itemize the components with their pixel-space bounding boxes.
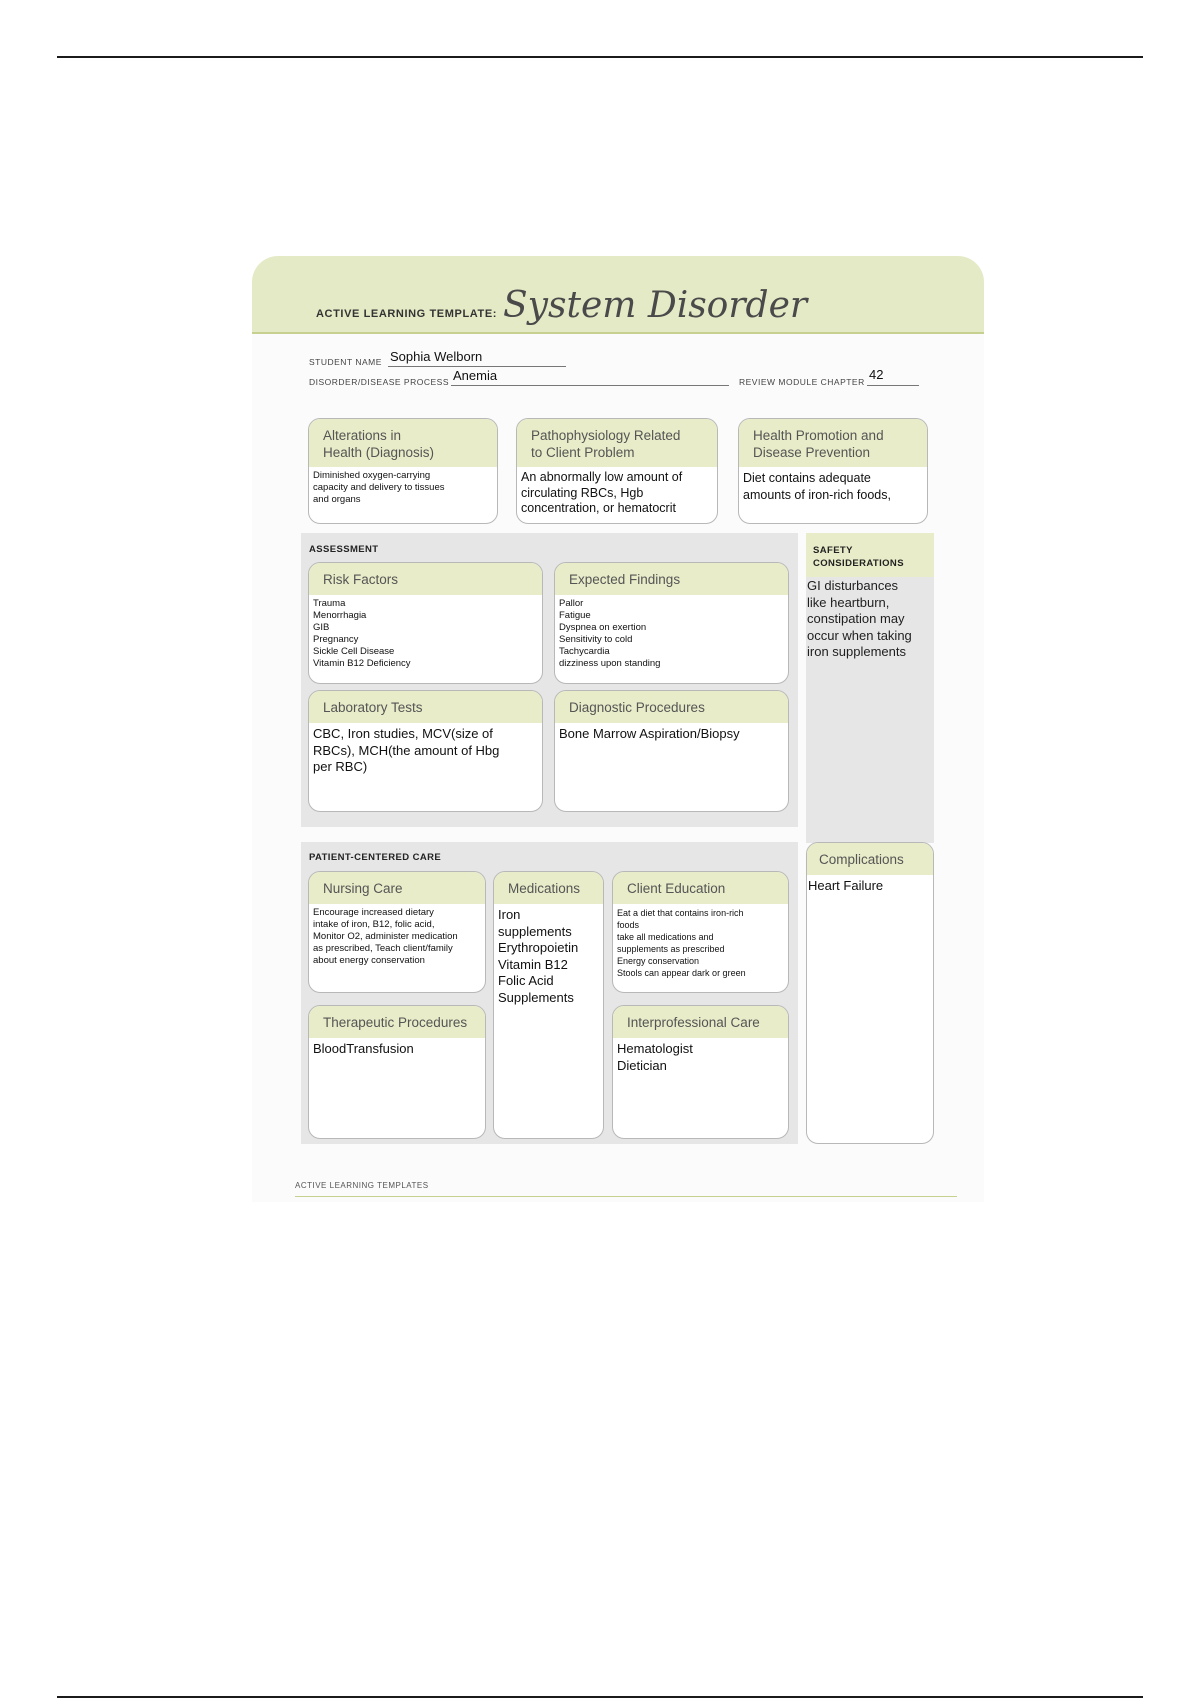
top-rule (57, 56, 1143, 58)
diagnostic-procedures-card (554, 690, 789, 812)
pathophysiology-title: Pathophysiology Related to Client Problem (517, 419, 717, 467)
expected-findings-text: Pallor Fatigue Dyspnea on exertion Sensitivity to cold Tachycardia dizziness upon standing (559, 598, 661, 669)
diagnostic-procedures-title: Diagnostic Procedures (555, 691, 788, 723)
lab-tests-title: Laboratory Tests (309, 691, 542, 723)
client-education-card (612, 871, 789, 993)
chapter-line (867, 385, 919, 386)
disorder-line (451, 385, 729, 386)
safety-text: GI disturbances like heartburn, constipation may occur when taking iron supplements (807, 578, 912, 659)
therapeutic-procedures-card (308, 1005, 486, 1139)
health-promotion-title: Health Promotion and Disease Prevention (739, 419, 927, 467)
expected-findings-title: Expected Findings (555, 563, 788, 595)
pathophysiology-text: An abnormally low amount of circulating RBCs, Hgb concentration, or hematocrit (521, 470, 683, 515)
therapeutic-procedures-title: Therapeutic Procedures (309, 1006, 485, 1038)
medications-text: Iron supplements Erythropoietin Vitamin B12 Folic Acid Supplements (498, 907, 579, 1005)
template-title: System Disorder (503, 285, 808, 326)
chapter-label: REVIEW MODULE CHAPTER (739, 377, 865, 387)
medications-title: Medications (494, 872, 603, 904)
pathophysiology-card (516, 418, 718, 524)
alterations-card (308, 418, 498, 524)
alterations-title: Alterations in Health (Diagnosis) (309, 419, 497, 467)
disorder-label: DISORDER/DISEASE PROCESS (309, 377, 450, 387)
student-name-value: Sophia Welborn (390, 349, 483, 364)
assessment-title: ASSESSMENT (309, 544, 379, 555)
lab-tests-card (308, 690, 543, 812)
health-promotion-card (738, 418, 928, 524)
client-education-title: Client Education (613, 872, 788, 904)
complications-card (806, 842, 934, 1144)
client-education-text: Eat a diet that contains iron-rich foods take all medications and supplements as prescribed Energy conservation Stools can appear dark or green (617, 908, 746, 978)
lab-tests-text: CBC, Iron studies, MCV(size of RBCs), MCH(the amount of Hbg per RBC) (313, 726, 500, 774)
template-label: ACTIVE LEARNING TEMPLATE: (316, 308, 498, 320)
nursing-care-card (308, 871, 486, 993)
diagnostic-procedures-text: Bone Marrow Aspiration/Biopsy (559, 726, 740, 741)
interprofessional-care-text: Hematologist Dietician (617, 1041, 693, 1073)
expected-findings-card (554, 562, 789, 684)
medications-card (493, 871, 604, 1139)
safety-title: SAFETY CONSIDERATIONS (813, 545, 904, 569)
footer-label: ACTIVE LEARNING TEMPLATES (295, 1181, 429, 1190)
nursing-care-text: Encourage increased dietary intake of iron, B12, folic acid, Monitor O2, administer medication as prescribed, Teach client/family about energy conservation (313, 907, 458, 966)
complications-text: Heart Failure (808, 878, 884, 893)
risk-factors-card (308, 562, 543, 684)
therapeutic-procedures-text: BloodTransfusion (313, 1041, 414, 1056)
patient-care-title: PATIENT-CENTERED CARE (309, 852, 442, 863)
risk-factors-title: Risk Factors (309, 563, 542, 595)
disorder-value: Anemia (453, 368, 498, 383)
bottom-rule (57, 1696, 1143, 1698)
health-promotion-text: Diet contains adequate amounts of iron-rich foods, (743, 471, 891, 502)
student-name-label: STUDENT NAME (309, 357, 382, 367)
alterations-text: Diminished oxygen-carrying capacity and delivery to tissues and organs (313, 470, 445, 505)
complications-title: Complications (807, 843, 933, 875)
footer-line (295, 1196, 957, 1197)
chapter-value: 42 (869, 367, 884, 382)
risk-factors-text: Trauma Menorrhagia GIB Pregnancy Sickle Cell Disease Vitamin B12 Deficiency (313, 598, 411, 669)
nursing-care-title: Nursing Care (309, 872, 485, 904)
interprofessional-care-title: Interprofessional Care (613, 1006, 788, 1038)
student-name-line (388, 366, 566, 367)
interprofessional-care-card (612, 1005, 789, 1139)
